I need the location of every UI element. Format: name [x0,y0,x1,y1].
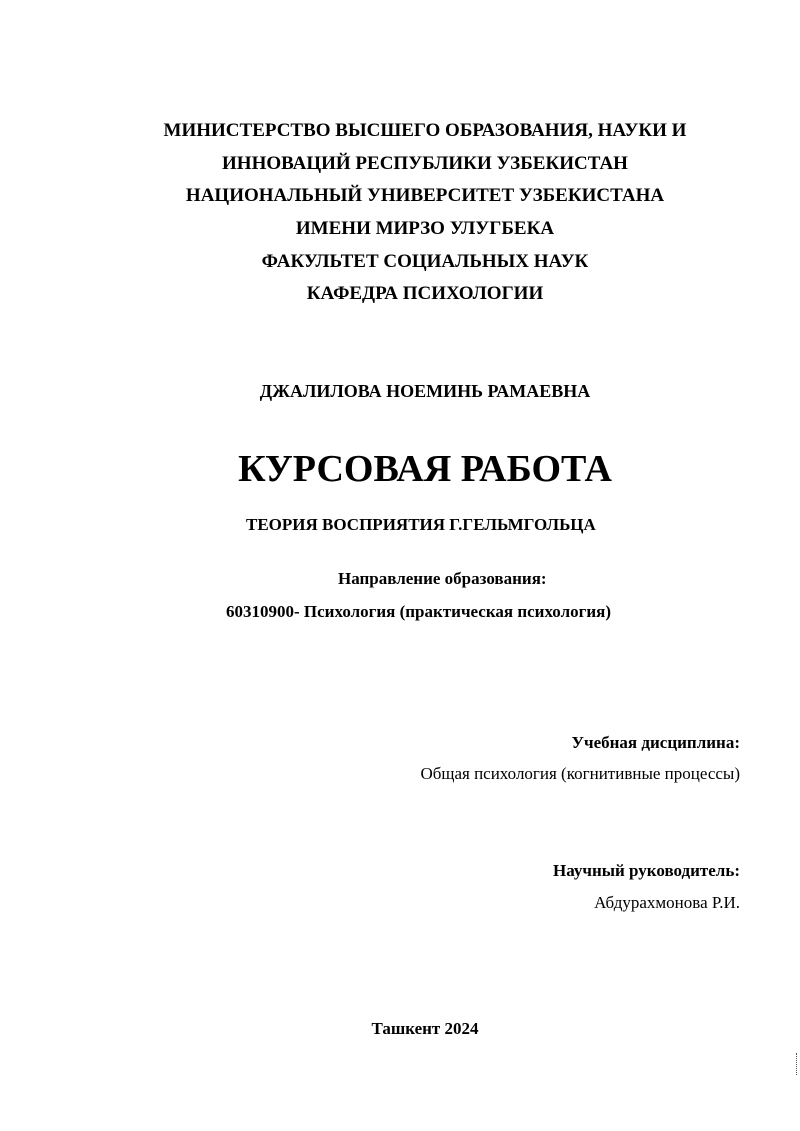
department-line: КАФЕДРА ПСИХОЛОГИИ [306,283,544,304]
university-line-1: НАЦИОНАЛЬНЫЙ УНИВЕРСИТЕТ УЗБЕКИСТАНА [185,185,665,206]
author-name: ДЖАЛИЛОВА НОЕМИНЬ РАМАЕВНА [259,381,591,401]
supervisor-value: Абдурахмонова Р.И. [594,893,740,912]
direction-value: 60310900- Психология (практическая психология) [226,602,611,621]
topic-title: ТЕОРИЯ ВОСПРИЯТИЯ Г.ГЕЛЬМГОЛЬЦА [246,515,596,534]
discipline-label: Учебная дисциплина: [571,733,740,752]
discipline-value: Общая психология (когнитивные процессы) [420,764,740,783]
city-year: Ташкент 2024 [371,1019,479,1038]
direction-label: Направление образования: [338,569,547,588]
university-line-2: ИМЕНИ МИРЗО УЛУГБЕКА [295,218,555,239]
ministry-line-2: ИННОВАЦИЙ РЕСПУБЛИКИ УЗБЕКИСТАН [222,153,628,174]
ministry-line-1: МИНИСТЕРСТВО ВЫСШЕГО ОБРАЗОВАНИЯ, НАУКИ И [163,120,687,141]
faculty-line: ФАКУЛЬТЕТ СОЦИАЛЬНЫХ НАУК [261,251,589,272]
work-type-title: КУРСОВАЯ РАБОТА [238,448,612,490]
supervisor-label: Научный руководитель: [553,861,740,880]
page-edge-marks [796,1053,799,1075]
